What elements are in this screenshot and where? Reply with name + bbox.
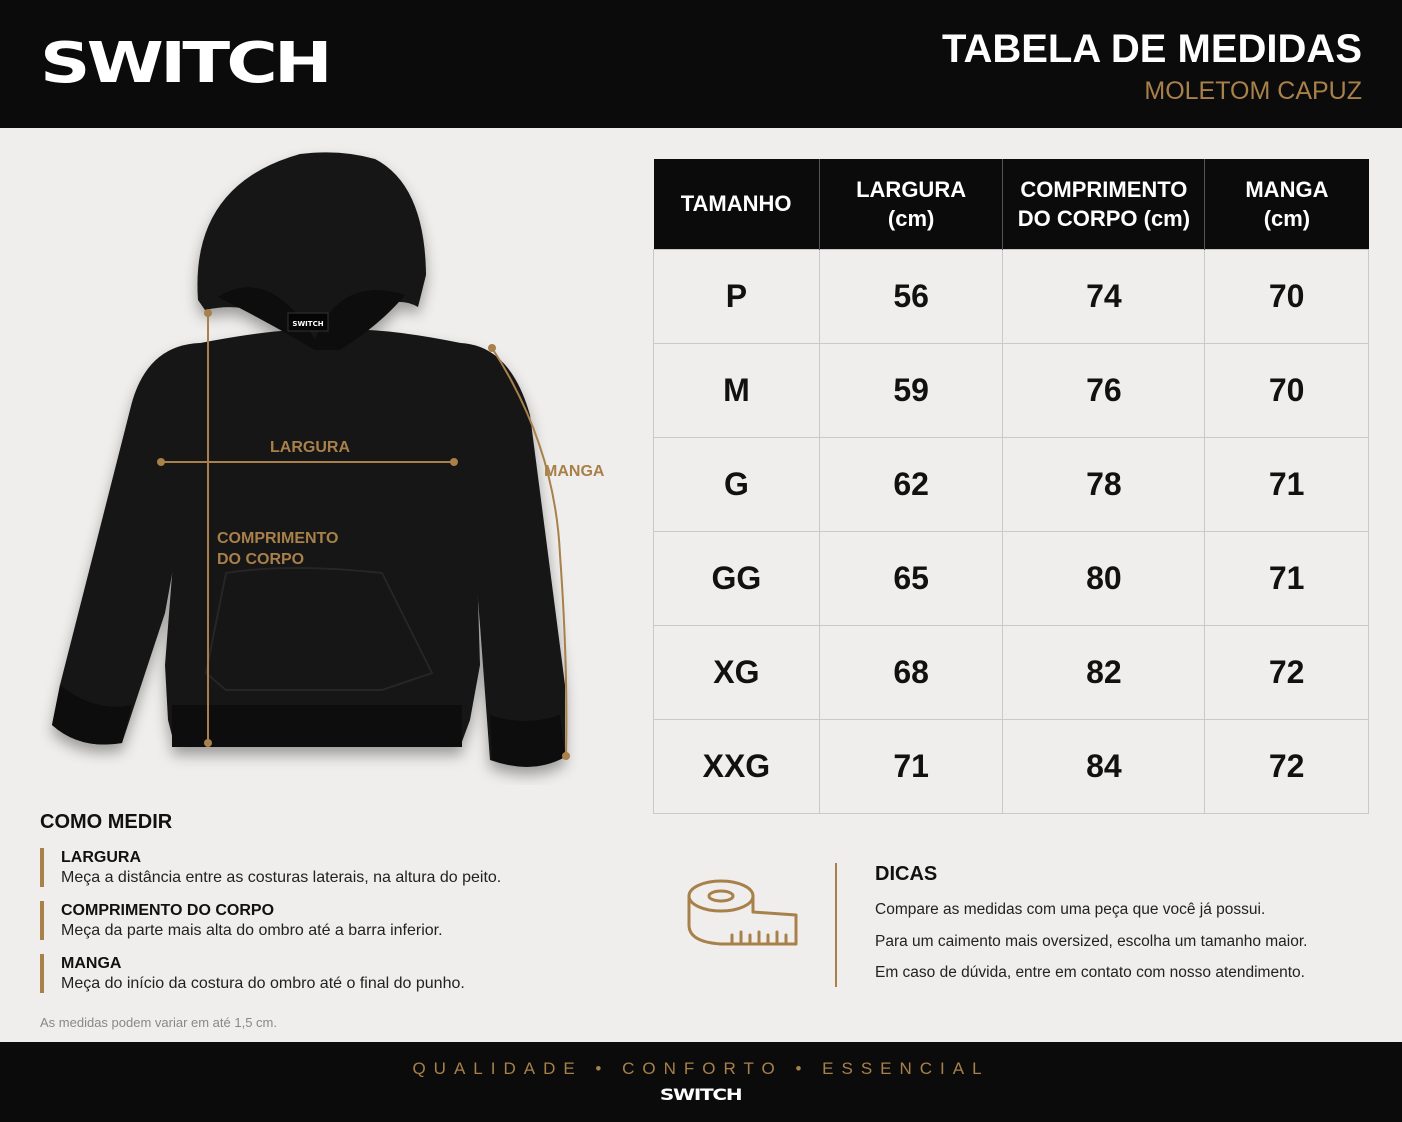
sleeve-cell: 70 [1205,249,1369,343]
hoodie-illustration [40,145,620,785]
size-chart-table [653,159,1369,814]
size-cell: GG [654,531,820,625]
sleeve-cell: 71 [1205,437,1369,531]
page-subtitle: MOLETOM CAPUZ [1144,77,1362,105]
size-cell: XXG [654,719,820,813]
width-dot-left [157,458,165,466]
tip-line: Em caso de dúvida, entre em contato com nosso atendimento. [875,964,1305,981]
col-header-length: COMPRIMENTO DO CORPO (cm) [1003,159,1205,249]
how-to-item-width [40,848,640,887]
length-label-line1: COMPRIMENTO [217,530,339,547]
how-to-item-desc: Meça da parte mais alta do ombro até a barra inferior. [61,922,443,939]
size-cell: P [654,249,820,343]
right-cuff [490,715,565,767]
tips-section [875,860,1375,995]
width-cell: 62 [819,437,1003,531]
length-cell: 82 [1003,625,1205,719]
garment-label-text: SWITCH [292,320,324,328]
length-cell: 74 [1003,249,1205,343]
sleeve-cell: 71 [1205,531,1369,625]
how-to-item-label: LARGURA [61,849,141,866]
sleeve-cell: 72 [1205,719,1369,813]
measuring-tape-icon [684,872,804,954]
width-label: LARGURA [270,439,350,456]
tip-line: Compare as medidas com uma peça que você já possui. [875,901,1266,918]
how-to-item-length [40,901,640,940]
size-cell: M [654,343,820,437]
length-dot-top [204,309,212,317]
length-dot-bottom [204,739,212,747]
footer [0,1042,1402,1122]
table-row [654,249,1369,343]
tolerance-note: As medidas podem variar em até 1,5 cm. [40,1015,277,1030]
sleeve-label: MANGA [544,463,605,480]
brand-logo: SWITCH [40,31,329,96]
how-to-item-label: MANGA [61,955,122,972]
table-row [654,343,1369,437]
size-cell: XG [654,625,820,719]
tips-title: DICAS [875,863,938,885]
how-to-measure-title: COMO MEDIR [40,811,173,833]
how-to-item-desc: Meça a distância entre as costuras laterais, na altura do peito. [61,869,502,886]
width-cell: 68 [819,625,1003,719]
length-cell: 78 [1003,437,1205,531]
length-cell: 76 [1003,343,1205,437]
header [0,0,1402,128]
tip-line: Para um caimento mais oversized, escolha um tamanho maior. [875,932,1308,950]
col-header-width: LARGURA (cm) [819,159,1003,249]
size-cell: G [654,437,820,531]
how-to-item-desc: Meça do início da costura do ombro até o final do punho. [61,975,465,992]
header-title-block [942,26,1362,108]
hoodie-drawing [40,145,620,785]
length-cell: 84 [1003,719,1205,813]
sleeve-cell: 72 [1205,625,1369,719]
hem-band [172,705,462,747]
col-header-size: TAMANHO [654,159,820,249]
sleeve-dot-top [488,344,496,352]
table-row [654,531,1369,625]
width-cell: 71 [819,719,1003,813]
how-to-measure-section [40,808,640,1007]
width-cell: 65 [819,531,1003,625]
table-row [654,719,1369,813]
table-row [654,437,1369,531]
table-row [654,625,1369,719]
col-header-sleeve: MANGA (cm) [1205,159,1369,249]
length-cell: 80 [1003,531,1205,625]
page-title: TABELA DE MEDIDAS [942,27,1362,71]
width-dot-right [450,458,458,466]
table-header-row [654,159,1369,249]
footer-tagline: QUALIDADE • CONFORTO • ESSENCIAL [412,1059,990,1078]
width-cell: 59 [819,343,1003,437]
width-cell: 56 [819,249,1003,343]
how-to-item-label: COMPRIMENTO DO CORPO [61,902,275,919]
tips-divider [835,863,837,987]
sleeve-cell: 70 [1205,343,1369,437]
how-to-item-sleeve [40,954,640,993]
sleeve-dot-bottom [562,752,570,760]
length-label-line2: DO CORPO [217,551,305,568]
footer-brand-logo: SWITCH [660,1085,742,1104]
